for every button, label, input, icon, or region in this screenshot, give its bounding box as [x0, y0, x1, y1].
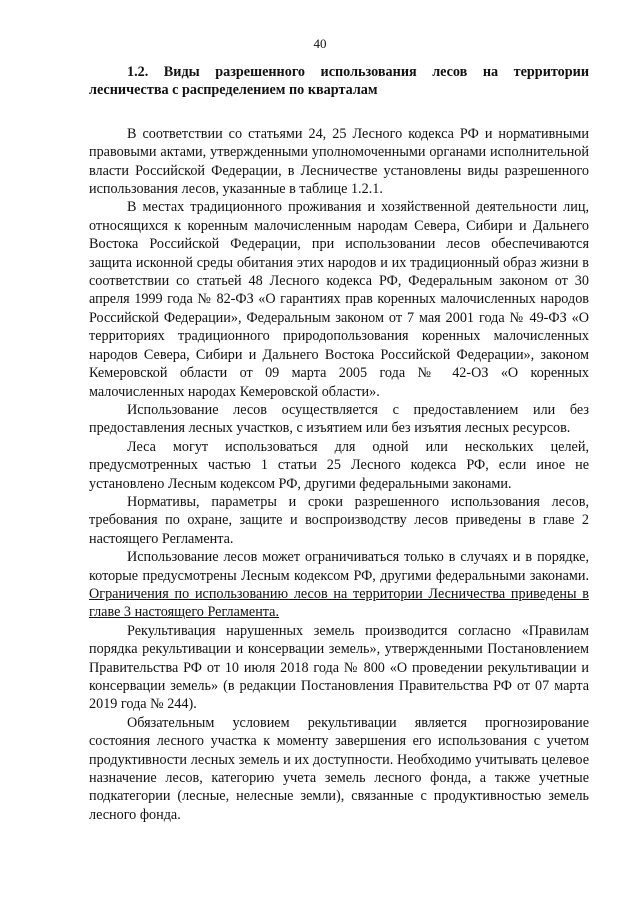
page-number: 40	[313, 36, 327, 51]
paragraph-forest-use-purposes: Леса могут использоваться для одной или нескольких целей, предусмотренных частью 1 статьи 25 Лесного кодекса РФ, если иное не установлено Лесным кодексом РФ, другими федеральными законами.	[89, 438, 589, 492]
restrictions-reference: Ограничения по использованию лесов на территории Лесничества приведены в главе 3 настоящего Регламента.	[89, 585, 589, 621]
paragraph-forest-use-modes: Использование лесов осуществляется с предоставлением или без предоставления лесных участков, с изъятием или без изъятия лесных ресурсов.	[89, 401, 589, 437]
section-heading: 1.2. Виды разрешенного использования лесов на территории лесничества с распределением по кварталам	[89, 64, 589, 99]
paragraph-recultivation: Рекультивация нарушенных земель производится согласно «Правилам порядка рекультивации и консервации земель», утвержденными Постановлением Правительства РФ от 10 июля 2018 года № 800 «О проведении рекультивации и консервации земель» (в редакции Постановления Правительства РФ от 07 марта 2019 года № 244).	[89, 622, 589, 713]
paragraph-restrictions	[89, 548, 589, 622]
document-body	[89, 63, 589, 824]
paragraph-recultivation-condition: Обязательным условием рекультивации является прогнозирование состояния лесного участка к моменту завершения его использования с учетом продуктивности лесных земель и их доступности. Необходимо учитывать целевое назначение лесов, категорию учета земель лесного фонда, а также учетные подкатегории (лесные, нелесные земли), связанные с продуктивностью земель лесного фонда.	[89, 714, 589, 823]
restrictions-text: Использование лесов может ограничиваться только в случаях и в порядке, которые предусмотрены Лесным кодексом РФ, другими федеральными законами.	[89, 549, 589, 584]
paragraph-legal-basis: В соответствии со статьями 24, 25 Лесного кодекса РФ и нормативными правовыми актами, утвержденными уполномоченными органами исполнительной власти Российской Федерации, в Лесничестве установлены виды разрешенного использования лесов, указанные в таблице 1.2.1.	[89, 125, 589, 198]
paragraph-indigenous-peoples: В местах традиционного проживания и хозяйственной деятельности лиц, относящихся к коренным малочисленным народам Севера, Сибири и Дальнего Востока Российской Федерации, при использовании лесов обеспечиваются защита исконной среды обитания этих народов и их традиционный образ жизни в соответствии со статьей 48 Лесного кодекса РФ, Федеральным законом от 30 апреля 1999 года № 82-ФЗ «О гарантиях прав коренных малочисленных народов Российской Федерации», Федеральным законом от 7 мая 2001 года № 49-ФЗ «О территориях традиционного природопользования коренных малочисленных народов Севера, Сибири и Дальнего Востока Российской Федерации», законом Кемеровской области от 09 марта 2005 года № 42-ОЗ «О коренных малочисленных народах Кемеровской области».	[89, 199, 589, 400]
paragraph-normatives: Нормативы, параметры и сроки разрешенного использования лесов, требования по охране, защите и воспроизводству лесов приведены в главе 2 настоящего Регламента.	[89, 493, 589, 547]
